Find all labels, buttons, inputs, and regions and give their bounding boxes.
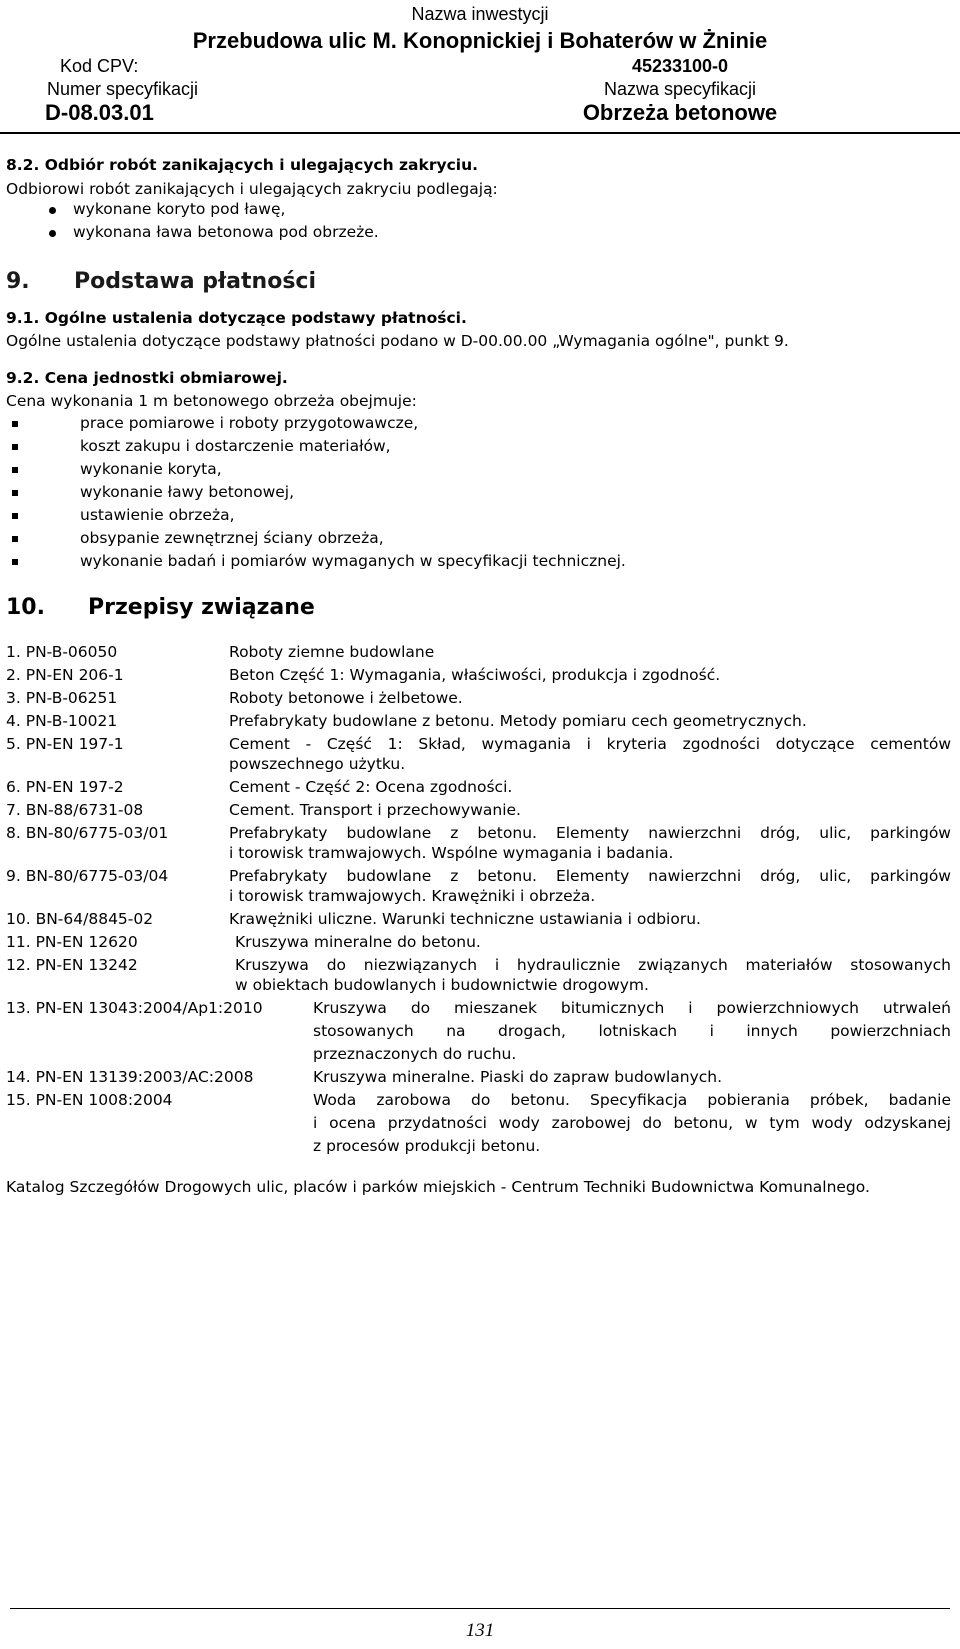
section-9-title: Podstawa płatności [74,269,316,294]
ref-description: Cement. Transport i przechowywanie. [229,801,521,819]
bullet-square [12,467,18,473]
list-item: koszt zakupu i dostarczenie materiałów, [80,437,391,455]
list-item: wykonanie ławy betonowej, [80,483,295,501]
section-9-number: 9. [6,269,30,294]
bullet-square [12,536,18,542]
ref-description-cont: i torowisk tramwajowych. Krawężniki i obrzeża. [229,887,596,905]
ref-number: 10. BN-64/8845-02 [6,910,154,928]
ref-number: 8. BN-80/6775-03/01 [6,824,169,842]
ref-number: 9. BN-80/6775-03/04 [6,867,169,885]
list-item: wykonanie koryta, [80,460,222,478]
bullet-square [12,513,18,519]
spec-name-label: Nazwa specyfikacji [603,79,757,99]
bullet-square [12,490,18,496]
cpv-label: Kod CPV: [60,56,139,76]
list-item: ustawienie obrzeża, [80,506,235,524]
section-9-1-title: 9.1. Ogólne ustalenia dotyczące podstawy płatności. [6,309,467,327]
list-item: obsypanie zewnętrznej ściany obrzeża, [80,529,384,547]
ref-description-cont: przeznaczonych do ruchu. [313,1045,517,1063]
ref-number: 6. PN-EN 197-2 [6,778,124,796]
list-item: wykonana ława betonowa pod obrzeże. [73,223,379,241]
ref-description: Prefabrykaty budowlane z betonu. Metody pomiaru cech geometrycznych. [229,712,807,730]
bullet-dot [49,207,56,214]
page-number: 131 [465,1620,495,1641]
section-9-2-title: 9.2. Cena jednostki obmiarowej. [6,369,288,387]
section-10-title: Przepisy związane [88,595,315,620]
ref-number: 11. PN-EN 12620 [6,933,138,951]
ref-number: 3. PN-B-06251 [6,689,118,707]
section-9-1-text: Ogólne ustalenia dotyczące podstawy płatności podano w D-00.00.00 „Wymagania ogólne", punkt 9. [6,332,789,350]
bullet-square [12,421,18,427]
spec-number-label: Numer specyfikacji [47,79,199,99]
ref-number: 2. PN-EN 206-1 [6,666,124,684]
ref-description-cont: stosowanych na drogach, lotniskach i innych powierzchniach [313,1022,951,1040]
section-9-2-intro: Cena wykonania 1 m betonowego obrzeża obejmuje: [6,392,417,410]
ref-description-cont: i torowisk tramwajowych. Wspólne wymagania i badania. [229,844,674,862]
list-item: prace pomiarowe i roboty przygotowawcze, [80,414,419,432]
ref-description-cont: w obiektach budowlanych i budownictwie drogowym. [235,976,649,994]
ref-number: 14. PN-EN 13139:2003/AC:2008 [6,1068,254,1086]
ref-number: 15. PN-EN 1008:2004 [6,1091,173,1109]
section-8-2-title: 8.2. Odbiór robót zanikających i ulegających zakryciu. [6,156,479,174]
ref-description: Cement - Część 2: Ocena zgodności. [229,778,513,796]
ref-description: Krawężniki uliczne. Warunki techniczne ustawiania i odbioru. [229,910,701,928]
ref-description: Woda zarobowa do betonu. Specyfikacja pobierania próbek, badanie [313,1091,951,1109]
bullet-square [12,559,18,565]
ref-number: 12. PN-EN 13242 [6,956,138,974]
ref-description: Beton Część 1: Wymagania, właściwości, produkcja i zgodność. [229,666,721,684]
ref-description: Prefabrykaty budowlane z betonu. Elementy nawierzchni dróg, ulic, parkingów [229,824,951,842]
footer-divider [10,1608,950,1609]
investment-name: Przebudowa ulic M. Konopnickiej i Bohaterów w Żninie [192,28,768,53]
list-item: wykonanie badań i pomiarów wymaganych w specyfikacji technicznej. [80,552,626,570]
ref-number: 7. BN-88/6731-08 [6,801,144,819]
bullet-square [12,444,18,450]
section-8-2-intro: Odbiorowi robót zanikających i ulegających zakryciu podlegają: [6,180,498,198]
ref-number: 1. PN-B-06050 [6,643,118,661]
ref-description-cont: z procesów produkcji betonu. [313,1137,541,1155]
ref-description: Roboty betonowe i żelbetowe. [229,689,463,707]
list-item: wykonane koryto pod ławę, [73,200,286,218]
ref-description: Kruszywa mineralne. Piaski do zapraw budowlanych. [313,1068,723,1086]
header-divider [0,132,960,134]
ref-description-cont: powszechnego użytku. [229,755,406,773]
catalog-reference: Katalog Szczegółów Drogowych ulic, placów i parków miejskich - Centrum Techniki Budownictwa Komunalnego. [6,1178,870,1196]
spec-name: Obrzeża betonowe [582,100,778,125]
ref-description: Kruszywa do mieszanek bitumicznych i powierzchniowych utrwaleń [313,999,951,1017]
bullet-dot [49,230,56,237]
spec-number: D-08.03.01 [45,100,154,125]
ref-description: Cement - Część 1: Skład, wymagania i kryteria zgodności dotyczące cementów [229,735,951,753]
ref-number: 4. PN-B-10021 [6,712,118,730]
ref-number: 5. PN-EN 197-1 [6,735,124,753]
ref-description: Kruszywa mineralne do betonu. [235,933,481,951]
ref-number: 13. PN-EN 13043:2004/Ap1:2010 [6,999,263,1017]
ref-description: Kruszywa do niezwiązanych i hydraulicznie związanych materiałów stosowanych [235,956,951,974]
section-10-number: 10. [6,595,45,620]
ref-description: Roboty ziemne budowlane [229,643,435,661]
ref-description: Prefabrykaty budowlane z betonu. Elementy nawierzchni dróg, ulic, parkingów [229,867,951,885]
ref-description-cont: i ocena przydatności wody zarobowej do betonu, w tym wody odzyskanej [313,1114,951,1132]
investment-label: Nazwa inwestycji [411,4,549,24]
cpv-value: 45233100-0 [631,56,729,76]
